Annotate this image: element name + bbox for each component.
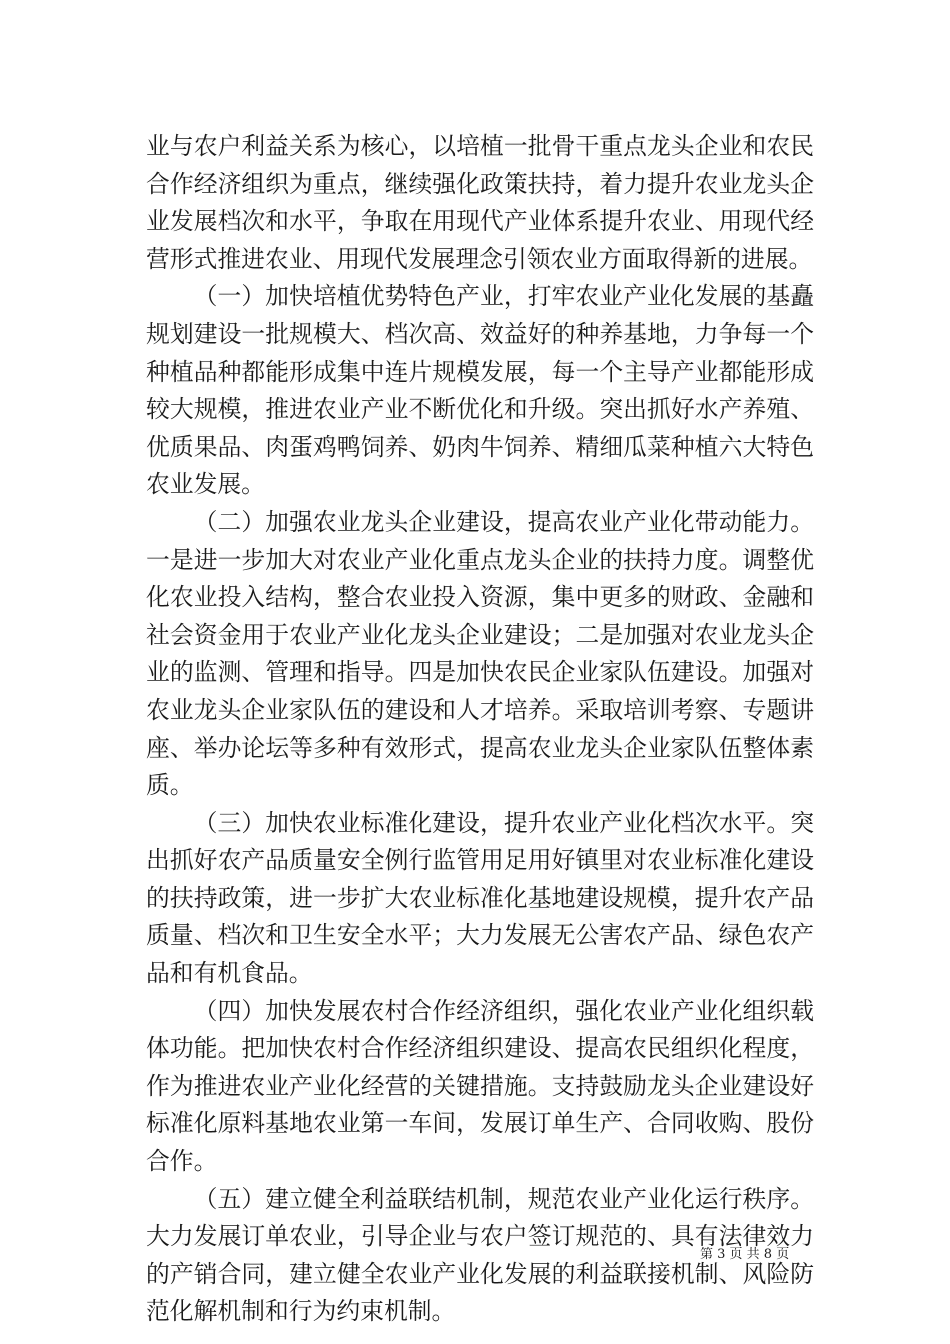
paragraph-section-4: （四）加快发展农村合作经济组织，强化农业产业化组织载体功能。把加快农村合作经济组织建设、提高农民组织化程度，作为推进农业产业化经营的关键措施。支持鼓励龙头企业建设好标准化原料基地农业第一车间，发展订单生产、合同收购、股份合作。 bbox=[146, 996, 814, 1176]
page-number-footer: 第 3 页 共 8 页 bbox=[700, 1247, 790, 1262]
paragraph-section-3: （三）加快农业标准化建设，提升农业产业化档次水平。突出抓好农产品质量安全例行监管用足用好镇里对农业标准化建设的扶持政策，进一步扩大农业标准化基地建设规模，提升农产品质量、档次和卫生安全水平；大力发展无公害农产品、绿色农产品和有机食品。 bbox=[146, 808, 814, 988]
paragraph-section-2: （二）加强农业龙头企业建设，提高农业产业化带动能力。一是进一步加大对农业产业化重点龙头企业的扶持力度。调整优化农业投入结构，整合农业投入资源，集中更多的财政、金融和社会资金用于农业产业化龙头企业建设；二是加强对农业龙头企业的监测、管理和指导。四是加快农民企业家队伍建设。加强对农业龙头企业家队伍的建设和人才培养。采取培训考察、专题讲座、举办论坛等多种有效形式，提高农业龙头企业家队伍整体素质。 bbox=[146, 507, 814, 800]
paragraph-section-5: （五）建立健全利益联结机制，规范农业产业化运行秩序。大力发展订单农业，引导企业与农户签订规范的、具有法律效力的产销合同，建立健全农业产业化发展的利益联接机制、风险防范化解机制和行为约束机制。 bbox=[146, 1184, 814, 1326]
paragraph-section-1: （一）加快培植优势特色产业，打牢农业产业化发展的基矗规划建设一批规模大、档次高、效益好的种养基地，力争每一个种植品种都能形成集中连片规模发展，每一个主导产业都能形成较大规模，推进农业产业不断优化和升级。突出抓好水产养殖、优质果品、肉蛋鸡鸭饲养、奶肉牛饲养、精细瓜菜种植六大特色农业发展。 bbox=[146, 282, 814, 499]
document-body bbox=[146, 128, 814, 1331]
paragraph-continued: 业与农户利益关系为核心，以培植一批骨干重点龙头企业和农民合作经济组织为重点，继续强化政策扶持，着力提升农业龙头企业发展档次和水平，争取在用现代产业体系提升农业、用现代经营形式推进农业、用现代发展理念引领农业方面取得新的进展。 bbox=[146, 132, 814, 273]
